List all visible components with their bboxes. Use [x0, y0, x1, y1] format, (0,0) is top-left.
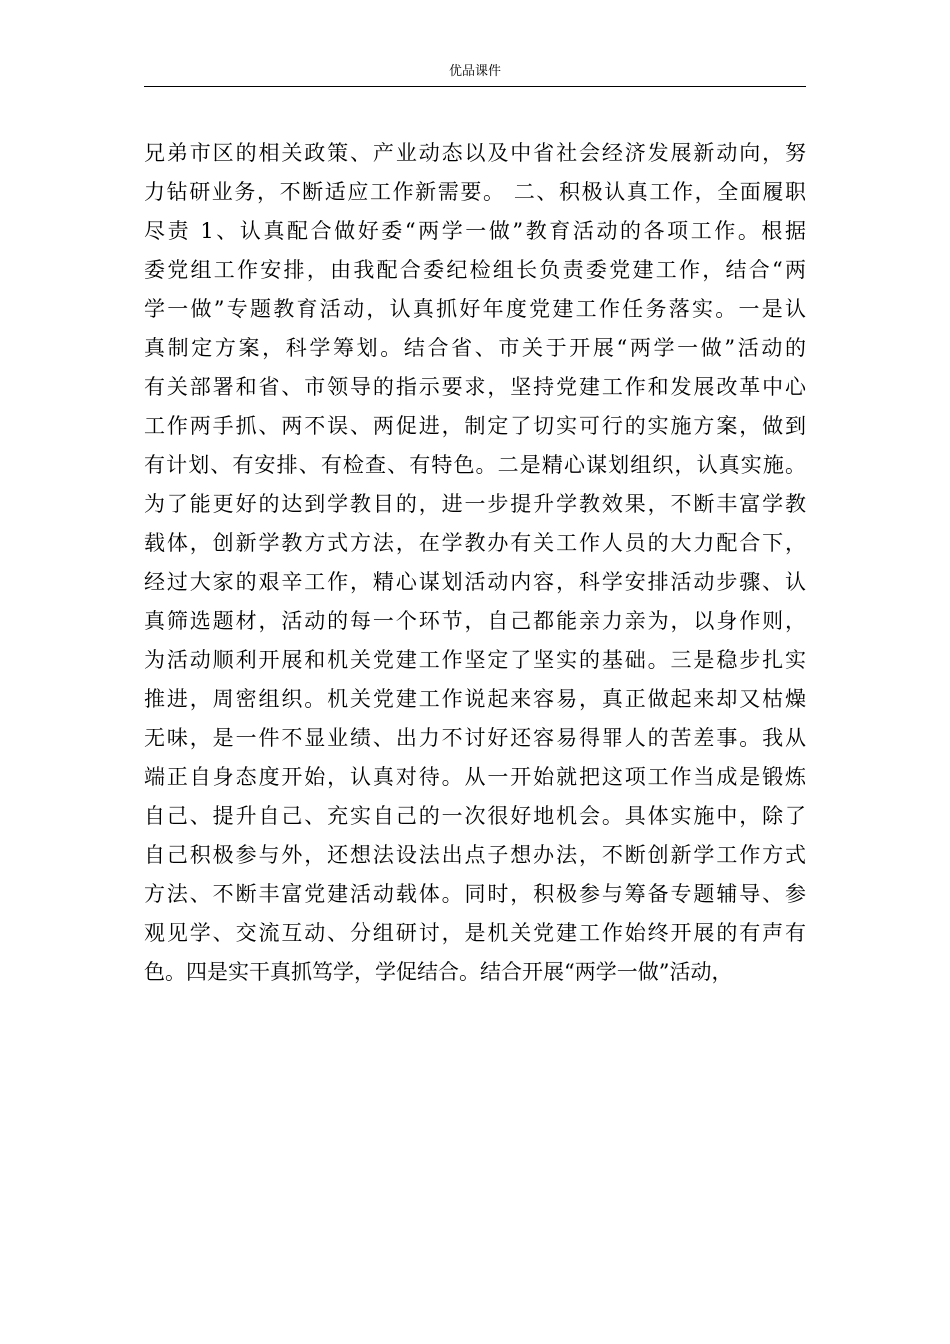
- text-line: 尽责 1、认真配合做好委“两学一做”教育活动的各项工作。根据: [144, 219, 806, 243]
- text-line: 观见学、交流互动、分组研讨，是机关党建工作始终开展的有声有: [144, 921, 806, 945]
- text-line: 真筛选题材，活动的每一个环节，自己都能亲力亲为，以身作则，: [144, 609, 806, 633]
- header-title: 优品课件: [448, 64, 501, 79]
- text-line: 方法、不断丰富党建活动载体。同时，积极参与筹备专题辅导、参: [144, 882, 806, 906]
- text-line: 兄弟市区的相关政策、产业动态以及中省社会经济发展新动向，努: [144, 141, 806, 165]
- text-line: 为了能更好的达到学教目的，进一步提升学教效果，不断丰富学教: [144, 492, 806, 516]
- text-line: 学一做”专题教育活动，认真抓好年度党建工作任务落实。一是认: [144, 297, 806, 321]
- page-header: [0, 64, 950, 80]
- text-line: 力钻研业务，不断适应工作新需要。 二、积极认真工作，全面履职: [144, 180, 806, 204]
- text-line: 真制定方案，科学筹划。结合省、市关于开展“两学一做”活动的: [144, 336, 806, 360]
- header-divider: [144, 86, 806, 87]
- text-line: 有关部署和省、市领导的指示要求，坚持党建工作和发展改革中心: [144, 375, 806, 399]
- text-line: 委党组工作安排，由我配合委纪检组长负责委党建工作，结合“两: [144, 258, 806, 282]
- text-line: 自己积极参与外，还想法设法出点子想办法，不断创新学工作方式: [144, 843, 806, 867]
- text-line: 无味，是一件不显业绩、出力不讨好还容易得罪人的苦差事。我从: [144, 726, 806, 750]
- text-line: 工作两手抓、两不误、两促进，制定了切实可行的实施方案，做到: [144, 414, 806, 438]
- text-line: 自己、提升自己、充实自己的一次很好地机会。具体实施中，除了: [144, 804, 806, 828]
- text-line: 经过大家的艰辛工作，精心谋划活动内容，科学安排活动步骤、认: [144, 570, 806, 594]
- text-line: 为活动顺利开展和机关党建工作坚定了坚实的基础。三是稳步扎实: [144, 648, 806, 672]
- text-line: 载体，创新学教方式方法，在学教办有关工作人员的大力配合下，: [144, 531, 806, 555]
- text-line: 色。四是实干真抓笃学，学促结合。结合开展“两学一做”活动，: [144, 960, 733, 984]
- text-line: 有计划、有安排、有检查、有特色。二是精心谋划组织，认真实施。: [144, 453, 806, 477]
- text-line: 端正自身态度开始，认真对待。从一开始就把这项工作当成是锻炼: [144, 765, 806, 789]
- text-line: 推进，周密组织。机关党建工作说起来容易，真正做起来却又枯燥: [144, 687, 806, 711]
- document-body: [144, 134, 806, 992]
